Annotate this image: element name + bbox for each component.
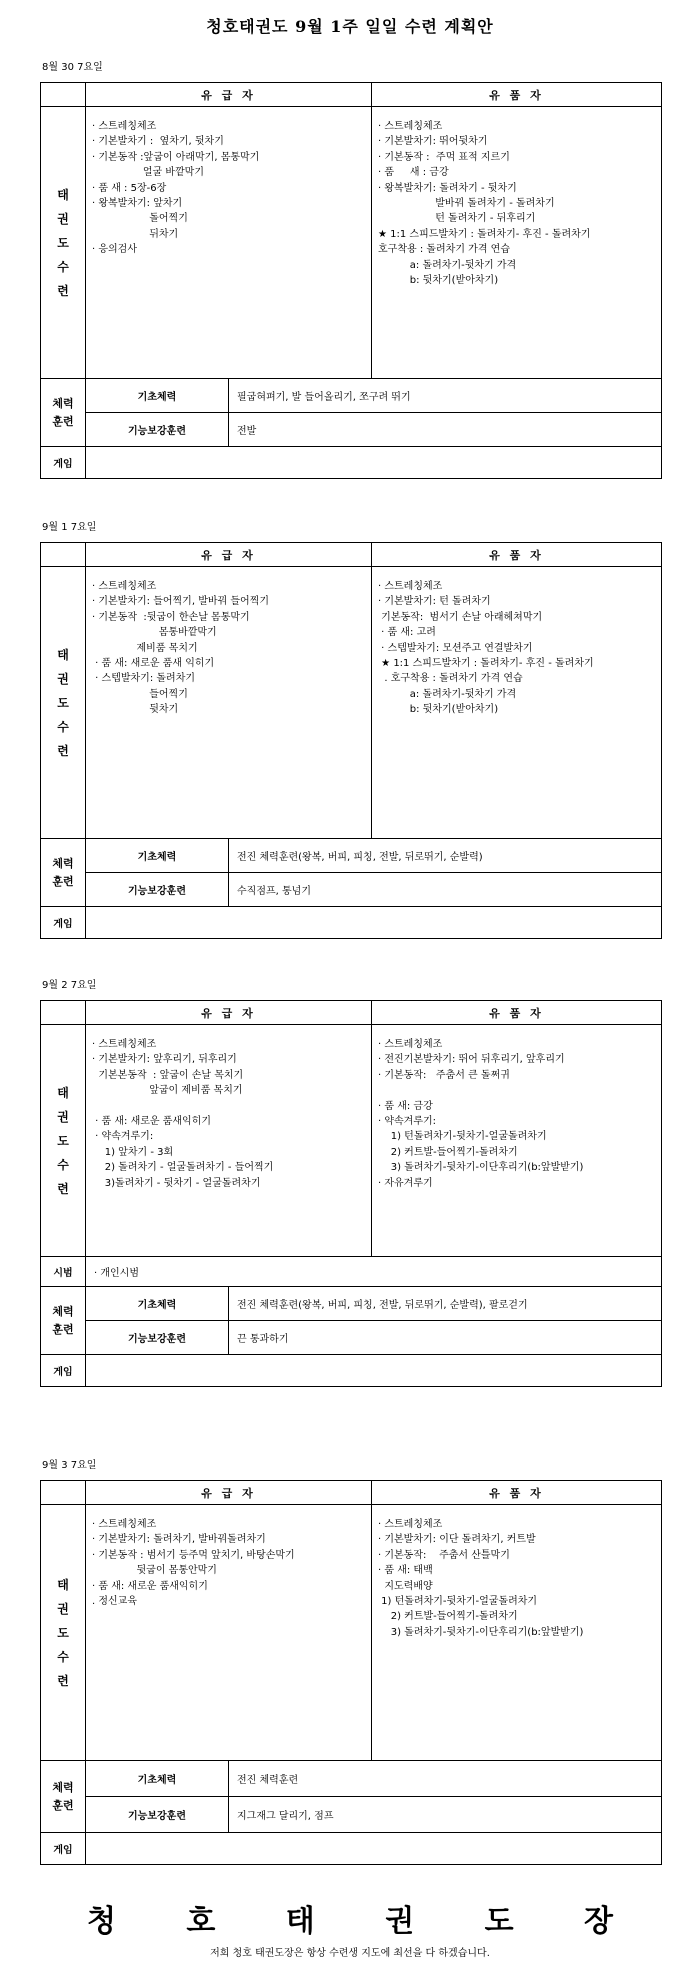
beginner-content: · 스트레칭체조 · 기본발차기 : 옆차기, 뒷차기 · 기본동작 :앞굽이 아래막기, 몸통막기 얼굴 바깥막기 · 품 새 : 5장-6장 · 왕복발차기: 앞차기 돌어찍기 뒤차기 · 응의검사 (86, 107, 372, 379)
day-plan-table (40, 542, 662, 939)
basic-fitness-label: 기초체력 (86, 1287, 229, 1321)
basic-fitness-value: 전진 체력훈련(왕복, 버피, 피칭, 전발, 뒤로뛰기, 순발력) (229, 839, 662, 873)
functional-training-label: 기능보강훈련 (86, 413, 229, 447)
day-plan-table (40, 1480, 662, 1865)
side-blank (41, 1001, 86, 1025)
functional-training-value: 수직점프, 통넘기 (229, 873, 662, 907)
black-belt-content: · 스트레칭체조 · 기본발차기: 턴 돌려차기 기본동작: 범서기 손날 아래헤쳐막기 · 품 새: 고려 · 스텝발차기: 모션주고 연결발차기 ★ 1:1 스피드발차기 : 돌려차기- 후진 - 돌려차기 . 호구착용 : 돌려차기 가격 연습 a: 돌려차기-뒷차기 가격 b: 뒷차기(받아차기) (372, 567, 662, 839)
beginner-content: · 스트레칭체조 · 기본발차기: 돌려차기, 발바꿔돌려차기 · 기본동작 : 범서기 등주먹 앞치기, 바탕손막기 뒷굽이 몸통안막기 · 품 새: 새로운 품새익히기 . 정신교육 (86, 1505, 372, 1761)
basic-fitness-label: 기초체력 (86, 1761, 229, 1797)
fitness-training-label: 체력 훈련 (41, 839, 86, 907)
document-title: 청호태권도 9월 1주 일일 수련 계획안 (206, 17, 494, 36)
taekwondo-training-label: 태 권 도 수 련 (41, 1025, 86, 1257)
basic-fitness-value: 필굽혀펴기, 발 들어올리기, 쪼구려 뛰기 (229, 379, 662, 413)
game-value (86, 447, 662, 479)
game-label: 게임 (41, 1833, 86, 1865)
day-date: 9월 2 7요일 (42, 980, 97, 991)
basic-fitness-label: 기초체력 (86, 379, 229, 413)
beginner-content: · 스트레칭체조 · 기본발차기: 앞후리기, 뒤후리기 기본본동작 : 앞굽이 손날 목치기 앞굽이 제비품 목치기 · 품 새: 새로운 품새익히기 · 약속겨루기: 1) 앞차기 - 3회 2) 돌려차기 - 얼굴돌려차기 - 들어찍기 3)돌려차기 - 뒷차기 - 얼굴돌려차기 (86, 1025, 372, 1257)
basic-fitness-value: 전진 체력훈련(왕복, 버피, 피칭, 전발, 뒤로뛰기, 순발력), 팔로걷기 (229, 1287, 662, 1321)
exam-value: · 개인시범 (86, 1257, 662, 1287)
taekwondo-training-label: 태 권 도 수 련 (41, 567, 86, 839)
game-label: 게임 (41, 907, 86, 939)
black-belt-content: · 스트레칭체조 · 전진기본발차기: 뛰어 뒤후리기, 앞후리기 · 기본동작: 주춤서 큰 돌쩌귀 · 품 새: 금강 · 약속겨루기: 1) 턴돌려차기-뒷차기-얼굴돌려차기 2) 커트발-들어찍기-돌려차기 3) 돌려차기-뒷차기-이단후리기(b:앞발받기) · 자유겨루기 (372, 1025, 662, 1257)
beginner-header: 유 급 자 (86, 1481, 372, 1505)
functional-training-value: 전발 (229, 413, 662, 447)
beginner-content: · 스트레칭체조 · 기본발차기: 들어찍기, 발바꿔 들어찍기 · 기본동작 :뒷굽이 한손날 몸통막기 몸통바깥막기 제비품 목치기 · 품 새: 새로운 품새 익히기 · 스텝발차기: 돌려차기 들어찍기 뒷차기 (86, 567, 372, 839)
black-belt-header: 유 품 자 (372, 543, 662, 567)
game-label: 게임 (41, 1355, 86, 1387)
side-blank (41, 1481, 86, 1505)
day-plan-table (40, 1000, 662, 1387)
fitness-training-label: 체력 훈련 (41, 1287, 86, 1355)
game-value (86, 1833, 662, 1865)
functional-training-label: 기능보강훈련 (86, 1797, 229, 1833)
fitness-training-label: 체력 훈련 (41, 379, 86, 447)
taekwondo-training-label: 태 권 도 수 련 (41, 1505, 86, 1761)
fitness-training-label: 체력 훈련 (41, 1761, 86, 1833)
taekwondo-training-label: 태 권 도 수 련 (41, 107, 86, 379)
beginner-header: 유 급 자 (86, 1001, 372, 1025)
functional-training-value: 지그재그 달리기, 점프 (229, 1797, 662, 1833)
game-label: 게임 (41, 447, 86, 479)
black-belt-content: · 스트레칭체조 · 기본발차기: 이단 돌려차기, 커트발 · 기본동작: 주춤서 산틀막기 · 품 새: 태백 지도력배양 1) 턴돌려차기-뒷차기-얼굴돌려차기 2) 커트발-들어찍기-돌려차기 3) 돌려차기-뒷차기-이단후리기(b:앞발받기) (372, 1505, 662, 1761)
black-belt-header: 유 품 자 (372, 83, 662, 107)
functional-training-label: 기능보강훈련 (86, 873, 229, 907)
footer-subtitle: 저희 청호 태권도장은 항상 수련생 지도에 최선을 다 하겠습니다. (210, 1948, 490, 1959)
exam-label: 시범 (41, 1257, 86, 1287)
game-value (86, 1355, 662, 1387)
day-date: 9월 3 7요일 (42, 1460, 97, 1471)
day-plan-table (40, 82, 662, 479)
basic-fitness-label: 기초체력 (86, 839, 229, 873)
beginner-header: 유 급 자 (86, 83, 372, 107)
black-belt-header: 유 품 자 (372, 1481, 662, 1505)
side-blank (41, 543, 86, 567)
functional-training-label: 기능보강훈련 (86, 1321, 229, 1355)
basic-fitness-value: 전진 체력훈련 (229, 1761, 662, 1797)
beginner-header: 유 급 자 (86, 543, 372, 567)
black-belt-content: · 스트레칭체조 · 기본발차기: 뛰어뒷차기 · 기본동작 : 주먹 표적 지르기 · 품 새 : 금강 · 왕복발차기: 돌려차기 - 뒷차기 발바꿔 돌려차기 - 돌려차기 턴 돌려차기 - 뒤후리기 ★ 1:1 스피드발차기 : 돌려차기- 후진 - 돌려차기 호구착용 : 돌려차기 가격 연습 a: 돌려차기-뒷차기 가격 b: 뒷차기(받아차기) (372, 107, 662, 379)
black-belt-header: 유 품 자 (372, 1001, 662, 1025)
game-value (86, 907, 662, 939)
side-blank (41, 83, 86, 107)
day-date: 8월 30 7요일 (42, 62, 103, 73)
footer-title: 청 호 태 권 도 장 (86, 1904, 644, 1939)
day-date: 9월 1 7요일 (42, 522, 97, 533)
functional-training-value: 끈 통과하기 (229, 1321, 662, 1355)
